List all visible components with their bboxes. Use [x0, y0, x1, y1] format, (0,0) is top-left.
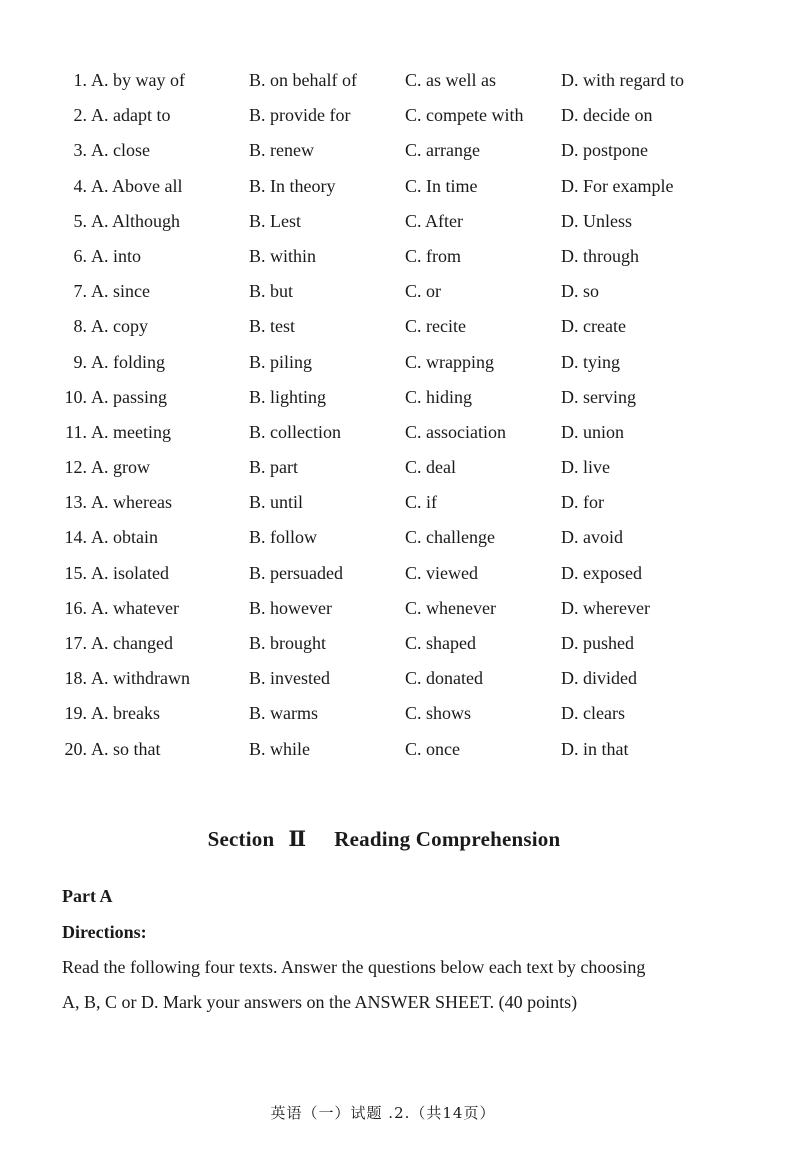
option-d: D. live	[561, 457, 610, 478]
option-d: D. decide on	[561, 105, 653, 126]
option-d: D. avoid	[561, 527, 623, 548]
option-d: D. create	[561, 316, 626, 337]
option-b: B. within	[249, 245, 317, 266]
option-b: B. brought	[249, 633, 327, 653]
option-c: C. from	[405, 245, 461, 266]
option-b: B. test	[249, 316, 296, 337]
question-number: 8.	[73, 316, 87, 337]
option-c: C. once	[405, 738, 460, 759]
option-c: C. deal	[405, 457, 456, 478]
option-a: A. passing	[91, 386, 167, 407]
question-number: 5.	[73, 210, 87, 231]
option-a: A. isolated	[91, 562, 169, 583]
option-a: A. whatever	[91, 597, 179, 618]
question-row	[0, 204, 800, 239]
question-number: 1.	[73, 70, 87, 90]
question-number: 7.	[73, 281, 87, 302]
option-b: B. warms	[249, 703, 318, 724]
option-a: A. meeting	[91, 421, 171, 442]
option-a: A. into	[91, 245, 142, 266]
option-b: B. In theory	[249, 175, 336, 196]
option-c: C. wrapping	[405, 351, 494, 372]
question-row	[0, 450, 800, 485]
option-b: B. collection	[249, 421, 341, 442]
question-number: 19.	[64, 703, 87, 724]
option-a: A. Above all	[91, 175, 183, 196]
option-a: A. grow	[91, 457, 150, 478]
option-d: D. clears	[561, 703, 625, 724]
question-row	[0, 169, 800, 204]
option-c: C. arrange	[405, 140, 480, 161]
section-heading	[0, 826, 768, 852]
question-number: 6.	[73, 245, 87, 266]
option-b: B. on behalf of	[249, 70, 357, 90]
option-a: A. so that	[91, 738, 161, 759]
option-d: D. postpone	[561, 140, 648, 161]
option-a: A. adapt to	[91, 105, 171, 126]
option-c: C. if	[405, 492, 438, 513]
option-a: A. copy	[91, 316, 148, 337]
option-d: D. wherever	[561, 597, 650, 618]
option-d: D. Unless	[561, 210, 632, 231]
question-number: 9.	[73, 351, 87, 372]
question-number: 2.	[73, 105, 87, 126]
option-a: A. Although	[91, 210, 181, 231]
option-d: D. divided	[561, 668, 637, 689]
option-b: B. provide for	[249, 105, 351, 126]
option-c: C. shows	[405, 703, 472, 724]
option-b: B. part	[249, 457, 298, 478]
question-row	[0, 591, 800, 626]
question-number: 4.	[73, 175, 87, 196]
option-d: D. in that	[561, 738, 629, 759]
option-d: D. with regard to	[561, 70, 684, 90]
option-a: A. since	[91, 281, 150, 302]
option-c: C. compete with	[405, 105, 524, 126]
question-row	[0, 239, 800, 274]
option-d: D. through	[561, 245, 639, 266]
option-b: B. follow	[249, 527, 318, 548]
option-a: A. obtain	[91, 527, 158, 548]
option-c: C. In time	[405, 175, 478, 196]
question-row	[0, 696, 800, 731]
option-a: A. changed	[91, 633, 173, 653]
question-row	[0, 626, 800, 661]
page-footer: 英语（一）试题 .2.（共14页）	[270, 1104, 496, 1122]
option-a: A. by way of	[91, 70, 185, 90]
option-b: B. but	[249, 281, 294, 302]
option-b: B. persuaded	[249, 562, 343, 583]
question-number: 13.	[64, 492, 87, 513]
question-number: 17.	[64, 633, 87, 653]
option-a: A. whereas	[91, 492, 172, 513]
option-b: B. renew	[249, 140, 314, 161]
option-d: D. exposed	[561, 562, 642, 583]
option-c: C. challenge	[405, 527, 495, 548]
option-a: A. folding	[91, 351, 165, 372]
question-row	[0, 661, 800, 696]
question-row	[0, 485, 800, 520]
question-row	[0, 415, 800, 450]
option-c: C. shaped	[405, 633, 476, 653]
option-b: B. Lest	[249, 210, 301, 231]
question-number: 11.	[65, 421, 87, 442]
option-d: D. for	[561, 492, 604, 513]
option-b: B. while	[249, 738, 310, 759]
option-b: B. however	[249, 597, 332, 618]
question-number: 18.	[64, 668, 87, 689]
question-number: 15.	[64, 562, 87, 583]
option-a: A. withdrawn	[91, 668, 190, 689]
option-c: C. viewed	[405, 562, 478, 583]
question-number: 3.	[73, 140, 87, 161]
section-title: Reading Comprehension	[334, 827, 561, 851]
question-row	[0, 732, 800, 767]
instructions-line-1: Read the following four texts. Answer the questions below each text by choosing	[62, 957, 646, 977]
option-d: D. pushed	[561, 633, 634, 653]
section-label: Section	[207, 827, 275, 851]
option-a: A. breaks	[91, 703, 160, 724]
instructions-line-2: A, B, C or D. Mark your answers on the ANSWER SHEET. (40 points)	[62, 992, 578, 1012]
option-c: C. After	[405, 210, 463, 231]
options-list	[0, 63, 800, 767]
option-c: C. donated	[405, 668, 483, 689]
option-d: D. so	[561, 281, 600, 302]
option-d: D. serving	[561, 386, 636, 407]
question-row	[0, 556, 800, 591]
option-c: C. whenever	[405, 597, 496, 618]
option-c: C. or	[405, 281, 441, 302]
option-b: B. lighting	[249, 386, 327, 407]
question-row	[0, 274, 800, 309]
option-d: D. union	[561, 421, 624, 442]
option-c: C. hiding	[405, 386, 473, 407]
directions-label: Directions:	[62, 922, 147, 942]
question-row	[0, 133, 800, 168]
option-d: D. For example	[561, 175, 674, 196]
option-c: C. as well as	[405, 70, 496, 90]
option-b: B. invested	[249, 668, 330, 689]
option-c: C. association	[405, 421, 506, 442]
question-row	[0, 309, 800, 344]
question-number: 12.	[64, 457, 87, 478]
section-number: Ⅱ	[288, 827, 307, 851]
option-d: D. tying	[561, 351, 621, 372]
question-number: 14.	[64, 527, 87, 548]
part-heading: Part A	[62, 886, 113, 906]
question-row	[0, 63, 800, 98]
option-b: B. piling	[249, 351, 313, 372]
option-a: A. close	[91, 140, 150, 161]
question-row	[0, 520, 800, 555]
question-number: 10.	[64, 386, 87, 407]
option-b: B. until	[249, 492, 304, 513]
question-number: 16.	[64, 597, 87, 618]
question-number: 20.	[64, 738, 87, 759]
question-row	[0, 345, 800, 380]
question-row	[0, 98, 800, 133]
option-c: C. recite	[405, 316, 466, 337]
question-row	[0, 380, 800, 415]
